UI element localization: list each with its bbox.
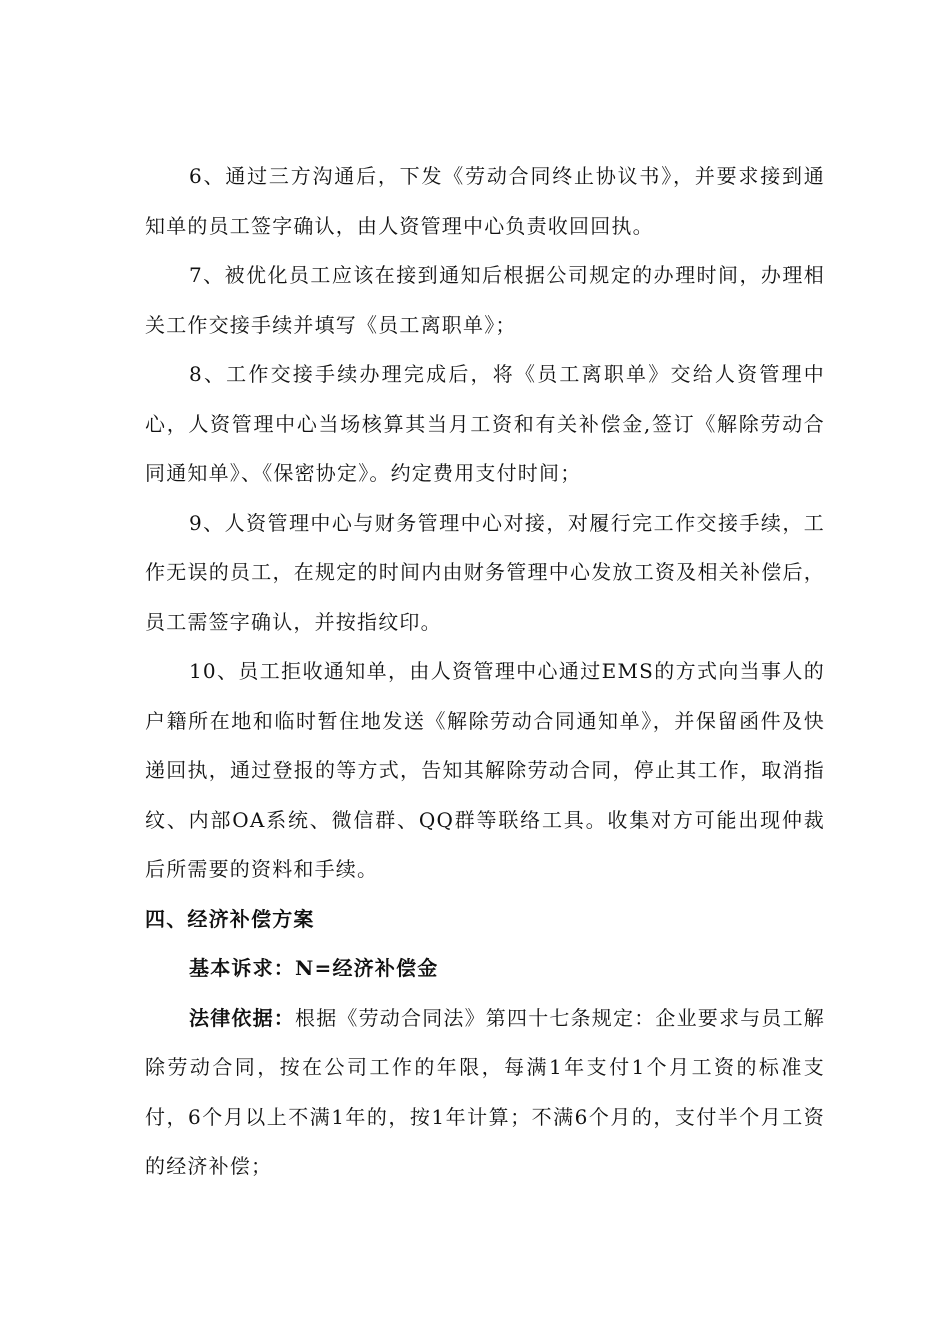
basic-claim-paragraph xyxy=(145,944,825,994)
basic-claim-label: 基本诉求： xyxy=(189,956,295,980)
paragraph-item-7: 7、被优化员工应该在接到通知后根据公司规定的办理时间，办理相关工作交接手续并填写《员工离职单》； xyxy=(145,263,825,337)
paragraph-item-8: 8、工作交接手续办理完成后，将《员工离职单》交给人资管理中心，人资管理中心当场核算其当月工资和有关补偿金,签订《解除劳动合同通知单》、《保密协定》。约定费用支付时间； xyxy=(145,362,825,485)
document-page xyxy=(145,152,825,1192)
paragraph-item-9: 9、人资管理中心与财务管理中心对接，对履行完工作交接手续，工作无误的员工，在规定的时间内由财务管理中心发放工资及相关补偿后，员工需签字确认，并按指纹印。 xyxy=(145,510,825,634)
paragraph-item-6: 6、通过三方沟通后，下发《劳动合同终止协议书》，并要求接到通知单的员工签字确认，由人资管理中心负责收回回执。 xyxy=(145,164,825,238)
paragraph-item-10: 10、员工拒收通知单，由人资管理中心通过EMS的方式向当事人的户籍所在地和临时暂住地发送《解除劳动合同通知单》，并保留函件及快递回执，通过登报的等方式，告知其解除劳动合同，停止其工作，取消指纹、内部OA系统、微信群、QQ群等联络工具。收集对方可能出现仲裁后所需要的资料和手续。 xyxy=(145,659,825,881)
legal-basis-paragraph xyxy=(145,994,825,1192)
legal-basis-label: 法律依据： xyxy=(189,1005,295,1030)
legal-basis-text: 根据《劳动合同法》第四十七条规定：企业要求与员工解除劳动合同，按在公司工作的年限，每满1年支付1个月工资的标准支付，6个月以上不满1年的，按1年计算；不满6个月的，支付半个月工资的经济补偿； xyxy=(145,1005,825,1178)
section-heading: 四、经济补偿方案 xyxy=(145,906,315,931)
basic-claim-text: N=经济补偿金 xyxy=(295,956,439,980)
